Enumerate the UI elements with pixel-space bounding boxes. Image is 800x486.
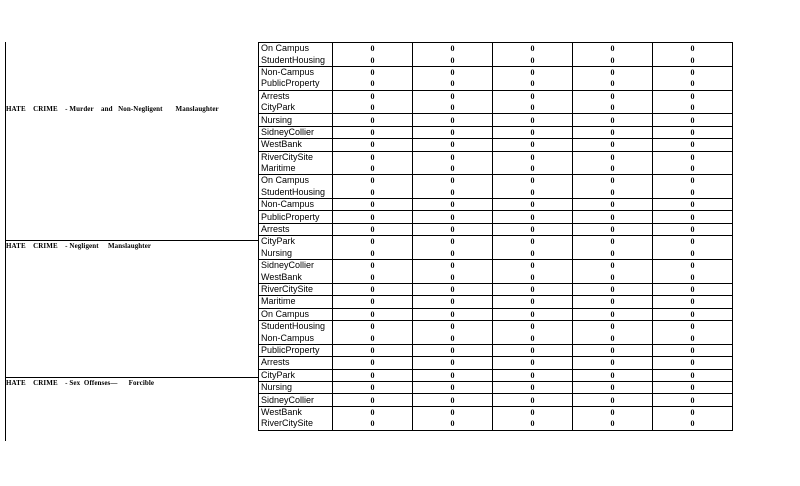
value-cell: 0 xyxy=(573,260,653,272)
table-row xyxy=(259,260,733,272)
value-cell: 0 xyxy=(653,90,733,102)
value-cell: 0 xyxy=(413,271,493,283)
table-row xyxy=(259,199,733,211)
value-cell: 0 xyxy=(573,381,653,393)
value-cell: 0 xyxy=(573,199,653,211)
value-cell: 0 xyxy=(493,223,573,235)
value-cell: 0 xyxy=(413,102,493,114)
value-cell: 0 xyxy=(413,199,493,211)
location-cell: On Campus xyxy=(259,308,333,320)
value-cell: 0 xyxy=(493,78,573,90)
table-row xyxy=(259,187,733,199)
value-cell: 0 xyxy=(653,381,733,393)
value-cell: 0 xyxy=(413,357,493,369)
category-divider xyxy=(5,240,259,241)
value-cell: 0 xyxy=(413,211,493,223)
location-cell: PublicProperty xyxy=(259,78,333,90)
value-cell: 0 xyxy=(333,78,413,90)
value-cell: 0 xyxy=(333,344,413,356)
value-cell: 0 xyxy=(573,296,653,308)
value-cell: 0 xyxy=(573,43,653,55)
location-cell: SidneyCollier xyxy=(259,394,333,406)
value-cell: 0 xyxy=(573,175,653,187)
table-row xyxy=(259,296,733,308)
value-cell: 0 xyxy=(493,43,573,55)
value-cell: 0 xyxy=(493,296,573,308)
value-cell: 0 xyxy=(653,126,733,138)
location-cell: On Campus xyxy=(259,175,333,187)
value-cell: 0 xyxy=(413,369,493,381)
location-cell: RiverCitySite xyxy=(259,151,333,163)
table-row xyxy=(259,418,733,430)
value-cell: 0 xyxy=(653,332,733,344)
value-cell: 0 xyxy=(413,320,493,332)
value-cell: 0 xyxy=(413,236,493,248)
value-cell: 0 xyxy=(333,320,413,332)
value-cell: 0 xyxy=(573,248,653,260)
location-cell: Non-Campus xyxy=(259,332,333,344)
location-cell: Nursing xyxy=(259,381,333,393)
value-cell: 0 xyxy=(573,102,653,114)
location-cell: Maritime xyxy=(259,296,333,308)
table-row xyxy=(259,320,733,332)
value-cell: 0 xyxy=(573,394,653,406)
table-row xyxy=(259,344,733,356)
value-cell: 0 xyxy=(493,211,573,223)
category-label-negligent: HATE CRIME - Negligent Manslaughter xyxy=(6,242,152,250)
location-cell: Arrests xyxy=(259,357,333,369)
value-cell: 0 xyxy=(493,394,573,406)
value-cell: 0 xyxy=(493,102,573,114)
value-cell: 0 xyxy=(493,271,573,283)
value-cell: 0 xyxy=(413,394,493,406)
table-row xyxy=(259,248,733,260)
value-cell: 0 xyxy=(653,260,733,272)
value-cell: 0 xyxy=(653,406,733,418)
value-cell: 0 xyxy=(413,163,493,175)
value-cell: 0 xyxy=(413,283,493,295)
value-cell: 0 xyxy=(653,187,733,199)
value-cell: 0 xyxy=(333,381,413,393)
value-cell: 0 xyxy=(493,66,573,78)
location-cell: Maritime xyxy=(259,163,333,175)
value-cell: 0 xyxy=(493,90,573,102)
value-cell: 0 xyxy=(653,369,733,381)
table-row xyxy=(259,357,733,369)
value-cell: 0 xyxy=(573,163,653,175)
value-cell: 0 xyxy=(333,102,413,114)
value-cell: 0 xyxy=(493,344,573,356)
category-divider xyxy=(5,377,259,378)
value-cell: 0 xyxy=(413,54,493,66)
value-cell: 0 xyxy=(573,66,653,78)
value-cell: 0 xyxy=(653,78,733,90)
value-cell: 0 xyxy=(493,139,573,151)
value-cell: 0 xyxy=(493,54,573,66)
value-cell: 0 xyxy=(573,271,653,283)
value-cell: 0 xyxy=(493,187,573,199)
table-row xyxy=(259,406,733,418)
value-cell: 0 xyxy=(653,66,733,78)
value-cell: 0 xyxy=(493,418,573,430)
value-cell: 0 xyxy=(573,344,653,356)
value-cell: 0 xyxy=(573,90,653,102)
location-cell: WestBank xyxy=(259,406,333,418)
value-cell: 0 xyxy=(653,320,733,332)
value-cell: 0 xyxy=(573,223,653,235)
value-cell: 0 xyxy=(413,78,493,90)
value-cell: 0 xyxy=(413,344,493,356)
value-cell: 0 xyxy=(573,236,653,248)
value-cell: 0 xyxy=(573,151,653,163)
location-cell: PublicProperty xyxy=(259,211,333,223)
location-cell: SidneyCollier xyxy=(259,260,333,272)
value-cell: 0 xyxy=(493,381,573,393)
value-cell: 0 xyxy=(493,406,573,418)
value-cell: 0 xyxy=(653,344,733,356)
table-row xyxy=(259,271,733,283)
table-row xyxy=(259,102,733,114)
value-cell: 0 xyxy=(413,418,493,430)
value-cell: 0 xyxy=(413,43,493,55)
value-cell: 0 xyxy=(573,320,653,332)
location-cell: Nursing xyxy=(259,248,333,260)
location-cell: StudentHousing xyxy=(259,320,333,332)
value-cell: 0 xyxy=(653,43,733,55)
location-cell: Arrests xyxy=(259,90,333,102)
value-cell: 0 xyxy=(413,223,493,235)
value-cell: 0 xyxy=(333,260,413,272)
value-cell: 0 xyxy=(333,248,413,260)
table-row xyxy=(259,90,733,102)
value-cell: 0 xyxy=(573,406,653,418)
value-cell: 0 xyxy=(413,187,493,199)
value-cell: 0 xyxy=(333,139,413,151)
location-cell: RiverCitySite xyxy=(259,418,333,430)
value-cell: 0 xyxy=(413,381,493,393)
location-cell: Non-Campus xyxy=(259,66,333,78)
value-cell: 0 xyxy=(493,175,573,187)
value-cell: 0 xyxy=(413,114,493,126)
value-cell: 0 xyxy=(653,271,733,283)
value-cell: 0 xyxy=(573,139,653,151)
value-cell: 0 xyxy=(333,90,413,102)
value-cell: 0 xyxy=(333,187,413,199)
value-cell: 0 xyxy=(653,139,733,151)
value-cell: 0 xyxy=(413,90,493,102)
value-cell: 0 xyxy=(653,102,733,114)
value-cell: 0 xyxy=(653,199,733,211)
value-cell: 0 xyxy=(573,126,653,138)
value-cell: 0 xyxy=(653,418,733,430)
table-row xyxy=(259,223,733,235)
value-cell: 0 xyxy=(493,114,573,126)
table-row xyxy=(259,126,733,138)
value-cell: 0 xyxy=(333,271,413,283)
value-cell: 0 xyxy=(333,211,413,223)
value-cell: 0 xyxy=(653,163,733,175)
value-cell: 0 xyxy=(413,248,493,260)
value-cell: 0 xyxy=(413,332,493,344)
value-cell: 0 xyxy=(333,369,413,381)
value-cell: 0 xyxy=(413,175,493,187)
value-cell: 0 xyxy=(493,283,573,295)
value-cell: 0 xyxy=(493,357,573,369)
category-label-sex-offenses: HATE CRIME - Sex Offenses— Forcible xyxy=(6,379,155,387)
table-row xyxy=(259,236,733,248)
value-cell: 0 xyxy=(493,236,573,248)
value-cell: 0 xyxy=(333,43,413,55)
value-cell: 0 xyxy=(573,114,653,126)
table-row xyxy=(259,283,733,295)
value-cell: 0 xyxy=(653,114,733,126)
value-cell: 0 xyxy=(413,296,493,308)
table-row xyxy=(259,332,733,344)
location-cell: CityPark xyxy=(259,369,333,381)
location-cell: On Campus xyxy=(259,43,333,55)
table-row xyxy=(259,78,733,90)
value-cell: 0 xyxy=(333,332,413,344)
location-cell: SidneyCollier xyxy=(259,126,333,138)
value-cell: 0 xyxy=(333,418,413,430)
location-cell: RiverCitySite xyxy=(259,283,333,295)
value-cell: 0 xyxy=(653,394,733,406)
value-cell: 0 xyxy=(573,332,653,344)
value-cell: 0 xyxy=(333,151,413,163)
location-cell: WestBank xyxy=(259,271,333,283)
value-cell: 0 xyxy=(493,248,573,260)
value-cell: 0 xyxy=(333,406,413,418)
value-cell: 0 xyxy=(653,357,733,369)
value-cell: 0 xyxy=(333,199,413,211)
location-cell: PublicProperty xyxy=(259,344,333,356)
value-cell: 0 xyxy=(333,114,413,126)
value-cell: 0 xyxy=(333,163,413,175)
value-cell: 0 xyxy=(493,126,573,138)
location-cell: Non-Campus xyxy=(259,199,333,211)
value-cell: 0 xyxy=(413,139,493,151)
value-cell: 0 xyxy=(653,211,733,223)
value-cell: 0 xyxy=(653,151,733,163)
value-cell: 0 xyxy=(333,175,413,187)
value-cell: 0 xyxy=(333,357,413,369)
table-row xyxy=(259,43,733,55)
value-cell: 0 xyxy=(573,187,653,199)
location-cell: StudentHousing xyxy=(259,54,333,66)
location-cell: CityPark xyxy=(259,236,333,248)
value-cell: 0 xyxy=(653,283,733,295)
location-cell: CityPark xyxy=(259,102,333,114)
table-row xyxy=(259,394,733,406)
value-cell: 0 xyxy=(573,418,653,430)
value-cell: 0 xyxy=(573,308,653,320)
value-cell: 0 xyxy=(573,357,653,369)
value-cell: 0 xyxy=(333,66,413,78)
value-cell: 0 xyxy=(573,54,653,66)
value-cell: 0 xyxy=(413,406,493,418)
category-label-murder: HATE CRIME - Murder and Non-Negligent Manslaughter xyxy=(6,105,219,113)
crime-statistics-table xyxy=(258,42,733,431)
value-cell: 0 xyxy=(333,296,413,308)
value-cell: 0 xyxy=(333,308,413,320)
value-cell: 0 xyxy=(493,369,573,381)
value-cell: 0 xyxy=(653,54,733,66)
location-cell: StudentHousing xyxy=(259,187,333,199)
value-cell: 0 xyxy=(413,151,493,163)
location-cell: WestBank xyxy=(259,139,333,151)
table-row xyxy=(259,163,733,175)
value-cell: 0 xyxy=(653,296,733,308)
table-row xyxy=(259,114,733,126)
value-cell: 0 xyxy=(493,163,573,175)
value-cell: 0 xyxy=(493,332,573,344)
value-cell: 0 xyxy=(333,126,413,138)
value-cell: 0 xyxy=(653,175,733,187)
table-row xyxy=(259,308,733,320)
value-cell: 0 xyxy=(653,236,733,248)
value-cell: 0 xyxy=(333,283,413,295)
value-cell: 0 xyxy=(333,223,413,235)
table-row xyxy=(259,175,733,187)
value-cell: 0 xyxy=(493,308,573,320)
value-cell: 0 xyxy=(653,308,733,320)
value-cell: 0 xyxy=(333,54,413,66)
table-row xyxy=(259,369,733,381)
table-row xyxy=(259,66,733,78)
location-cell: Arrests xyxy=(259,223,333,235)
value-cell: 0 xyxy=(573,211,653,223)
value-cell: 0 xyxy=(333,236,413,248)
table-row xyxy=(259,54,733,66)
value-cell: 0 xyxy=(333,394,413,406)
value-cell: 0 xyxy=(573,283,653,295)
table-row xyxy=(259,381,733,393)
table-row xyxy=(259,211,733,223)
location-cell: Nursing xyxy=(259,114,333,126)
value-cell: 0 xyxy=(413,260,493,272)
table-row xyxy=(259,139,733,151)
value-cell: 0 xyxy=(493,199,573,211)
value-cell: 0 xyxy=(413,66,493,78)
value-cell: 0 xyxy=(413,308,493,320)
value-cell: 0 xyxy=(493,151,573,163)
value-cell: 0 xyxy=(493,260,573,272)
table-row xyxy=(259,151,733,163)
value-cell: 0 xyxy=(573,369,653,381)
value-cell: 0 xyxy=(653,248,733,260)
value-cell: 0 xyxy=(653,223,733,235)
value-cell: 0 xyxy=(493,320,573,332)
value-cell: 0 xyxy=(573,78,653,90)
value-cell: 0 xyxy=(413,126,493,138)
